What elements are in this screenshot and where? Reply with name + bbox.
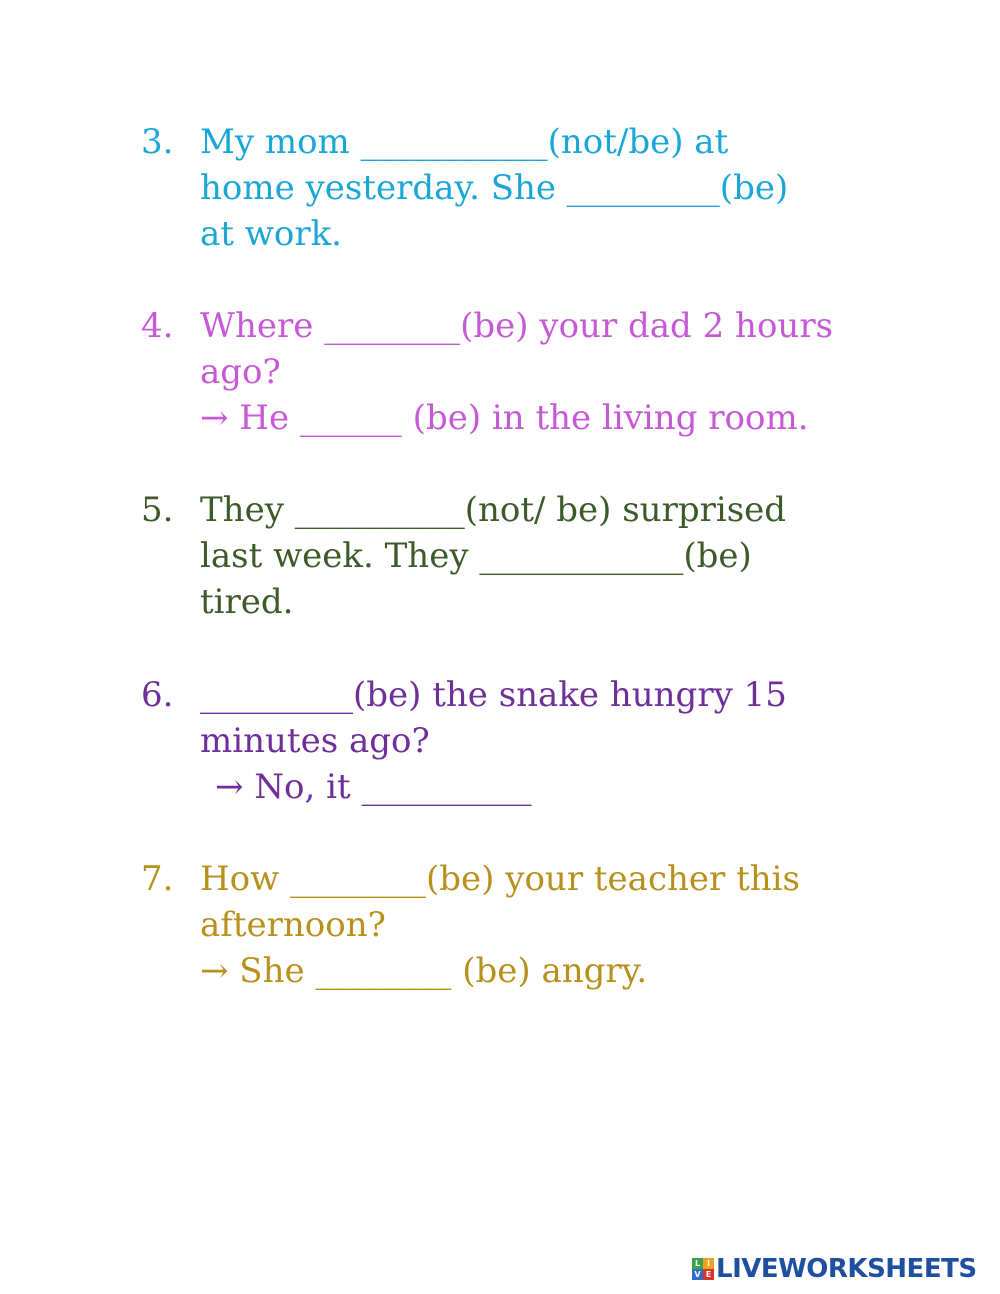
logo-text: LIVEWORKSHEETS	[716, 1254, 977, 1284]
question-line: at work.	[200, 214, 342, 254]
question-line: _________(be) the snake hungry 15	[200, 675, 787, 715]
logo-mark-letter: L	[692, 1258, 703, 1269]
liveworksheets-logo	[692, 1256, 977, 1282]
question-line: afternoon?	[200, 905, 386, 945]
question-number: 3.	[141, 122, 174, 162]
question-number: 5.	[141, 490, 174, 530]
question-line: minutes ago?	[200, 721, 430, 761]
question-number: 4.	[141, 306, 174, 346]
question-line: ago?	[200, 352, 281, 392]
answer-line: → She ________ (be) angry.	[200, 951, 648, 991]
answer-line: → He ______ (be) in the living room.	[200, 398, 809, 438]
question-line: They __________(not/ be) surprised	[200, 490, 787, 530]
question-number: 7.	[141, 859, 174, 899]
question-line: My mom ___________(not/be) at	[200, 122, 729, 162]
question-line: home yesterday. She _________(be)	[200, 168, 789, 208]
question-line: Where ________(be) your dad 2 hours	[200, 306, 834, 346]
liveworksheets-logo-icon	[692, 1258, 714, 1280]
answer-line: → No, it __________	[215, 767, 532, 807]
question-number: 6.	[141, 675, 174, 715]
logo-mark-letter: V	[692, 1269, 703, 1280]
logo-mark-letter: I	[703, 1258, 714, 1269]
question-line: last week. They ____________(be)	[200, 536, 752, 576]
question-line: How ________(be) your teacher this	[200, 859, 800, 899]
question-line: tired.	[200, 582, 294, 622]
logo-mark-letter: E	[703, 1269, 714, 1280]
